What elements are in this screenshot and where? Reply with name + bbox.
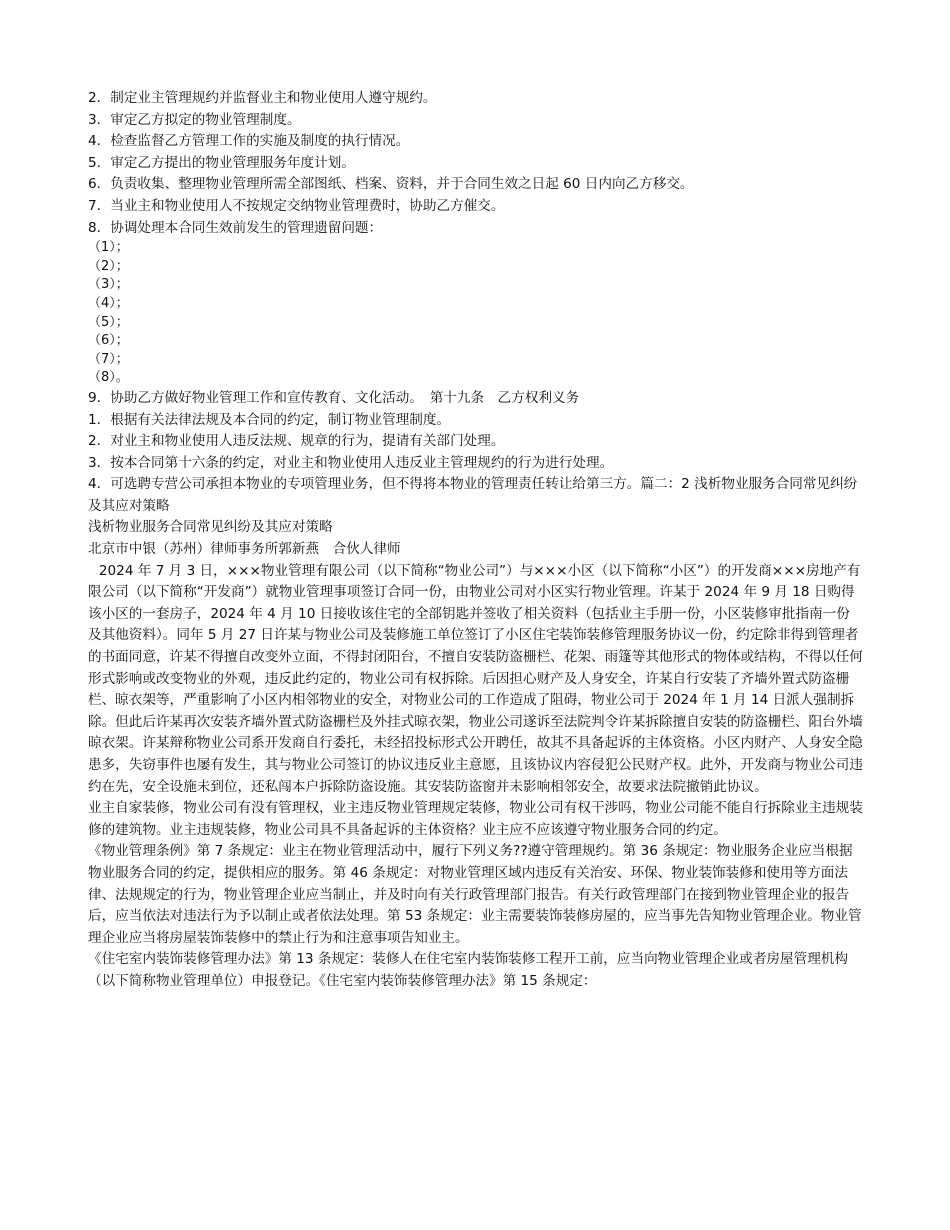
- article-author: 北京市中银（苏州）律师事务所郭新燕 合伙人律师: [88, 541, 401, 558]
- list-item: 4．检查监督乙方管理工作的实施及制度的执行情况。: [88, 133, 410, 150]
- list-item: 5．审定乙方提出的物业管理服务年度计划。: [88, 154, 355, 171]
- law-paragraph: 《物业管理条例》第 7 条规定：业主在物业管理活动中，履行下列义务??遵守管理规约。第 36 条规定：物业服务企业应当根据物业服务合同的约定，提供相应的服务。第 46 条规定：对物业管理区域内违反有关治安、环保、物业装饰装修和使用等方面法律、法规规定的行为，物业管理企业应当制止，并及时向有关行政管理部门报告。有关行政管理部门在接到物业管理企业的报告后，应当依法对违法行为予以制止或者依法处理。第 53 条规定：业主需要装饰装修房屋的，应当事先告知物业管理企业。物业管理企业应当将房屋装饰装修中的禁止行为和注意事项告知业主。: [88, 843, 862, 946]
- list-item: 9．协助乙方做好物业管理工作和宣传教育、文化活动。 第十九条 乙方权利义务: [88, 389, 580, 406]
- sub-list-item: （3）；: [88, 277, 129, 293]
- list-item: 7．当业主和物业使用人不按规定交纳物业管理费时，协助乙方催交。: [88, 197, 505, 214]
- list-item: 8．协调处理本合同生效前发生的管理遗留问题：: [88, 219, 383, 236]
- article-title: 浅析物业服务合同常见纠纷及其应对策略: [88, 519, 333, 536]
- list-item: 4．可选聘专营公司承担本物业的专项管理业务，但不得将本物业的管理责任转让给第三方。篇二：2 浅析物业服务合同常见纠纷及其应对策略: [88, 476, 858, 514]
- case-paragraph: 2024 年 7 月 3 日，×××物业管理有限公司（以下简称“物业公司”）与×××小区（以下简称“小区”）的开发商×××房地产有限公司（以下简称“开发商”）就物业管理事项签订合同一份，由物业公司对小区实行物业管理。许某于 2024 年 9 月 18 日购得该小区的一套房子，2024 年 4 月 10 日接收该住宅的全部钥匙并签收了相关资料（包括业主手册一份，小区装修审批指南一份及其他资料）。同年 5 月 27 日许某与物业公司及装修施工单位签订了小区住宅装饰装修管理服务协议一份，约定除非得到管理者的书面同意，许某不得擅自改变外立面，不得封闭阳台，不擅自安装防盗栅栏、花架、雨篷等其他形式的物体或结构，不得以任何形式影响或改变物业的外观，违反此约定的，物业公司有权拆除。后因担心财产及人身安全，许某自行安装了齐墙外置式防盗栅栏、晾衣架等，严重影响了小区内相邻物业的安全，对物业公司的工作造成了阻碍，物业公司于 2024 年 1 月 14 日派人强制拆除。但此后许某再次安装齐墙外置式防盗栅栏及外挂式晾衣架，物业公司遂诉至法院判令许某拆除擅自安装的防盗栅栏、阳台外墙晾衣架。许某辩称物业公司系开发商自行委托，未经招投标形式公开聘任，故其不具备起诉的主体资格。小区内财产、人身安全隐患多，失窃事件也屡有发生，其与物业公司签订的协议违反业主意愿，且该协议内容侵犯公民财产权。此外，开发商与物业公司违约在先，安全设施未到位，还私闯本户拆除防盗设施。其安装防盗窗并未影响相邻安全，故要求法院撤销此协议。: [88, 562, 863, 795]
- law-paragraph: 《住宅室内装饰装修管理办法》第 13 条规定：装修人在住宅室内装饰装修工程开工前，应当向物业管理企业或者房屋管理机构（以下简称物业管理单位）申报登记。《住宅室内装饰装修管理办法》第 15 条规定：: [88, 951, 848, 989]
- sub-list-item: （7）；: [88, 351, 129, 367]
- question-paragraph: 业主自家装修，物业公司有没有管理权，业主违反物业管理规定装修，物业公司有权干涉吗，物业公司能不能自行拆除业主违规装修的建筑物。业主违规装修，物业公司具不具备起诉的主体资格？业主应不应该遵守物业服务合同的约定。: [88, 800, 863, 838]
- sub-list-item: （8）。: [88, 370, 129, 386]
- list-item: 6．负责收集、整理物业管理所需全部图纸、档案、资料，并于合同生效之日起 60 日内向乙方移交。: [88, 176, 694, 193]
- list-item: 3．审定乙方拟定的物业管理制度。: [88, 111, 301, 128]
- list-item: 2．制定业主管理规约并监督业主和物业使用人遵守规约。: [88, 90, 437, 106]
- list-item: 1．根据有关法律法规及本合同的约定，制订物业管理制度。: [88, 411, 451, 428]
- sub-list-item: （6）；: [88, 333, 129, 349]
- sub-list-item: （2）；: [88, 258, 129, 274]
- list-item: 2．对业主和物业使用人违反法规、规章的行为，提请有关部门处理。: [88, 433, 505, 450]
- sub-list-item: （1）；: [88, 240, 129, 256]
- sub-list-item: （4）；: [88, 295, 129, 311]
- list-item: 3．按本合同第十六条的约定，对业主和物业使用人违反业主管理规约的行为进行处理。: [88, 454, 614, 471]
- sub-list-item: （5）；: [88, 314, 129, 330]
- document-body: [88, 88, 863, 993]
